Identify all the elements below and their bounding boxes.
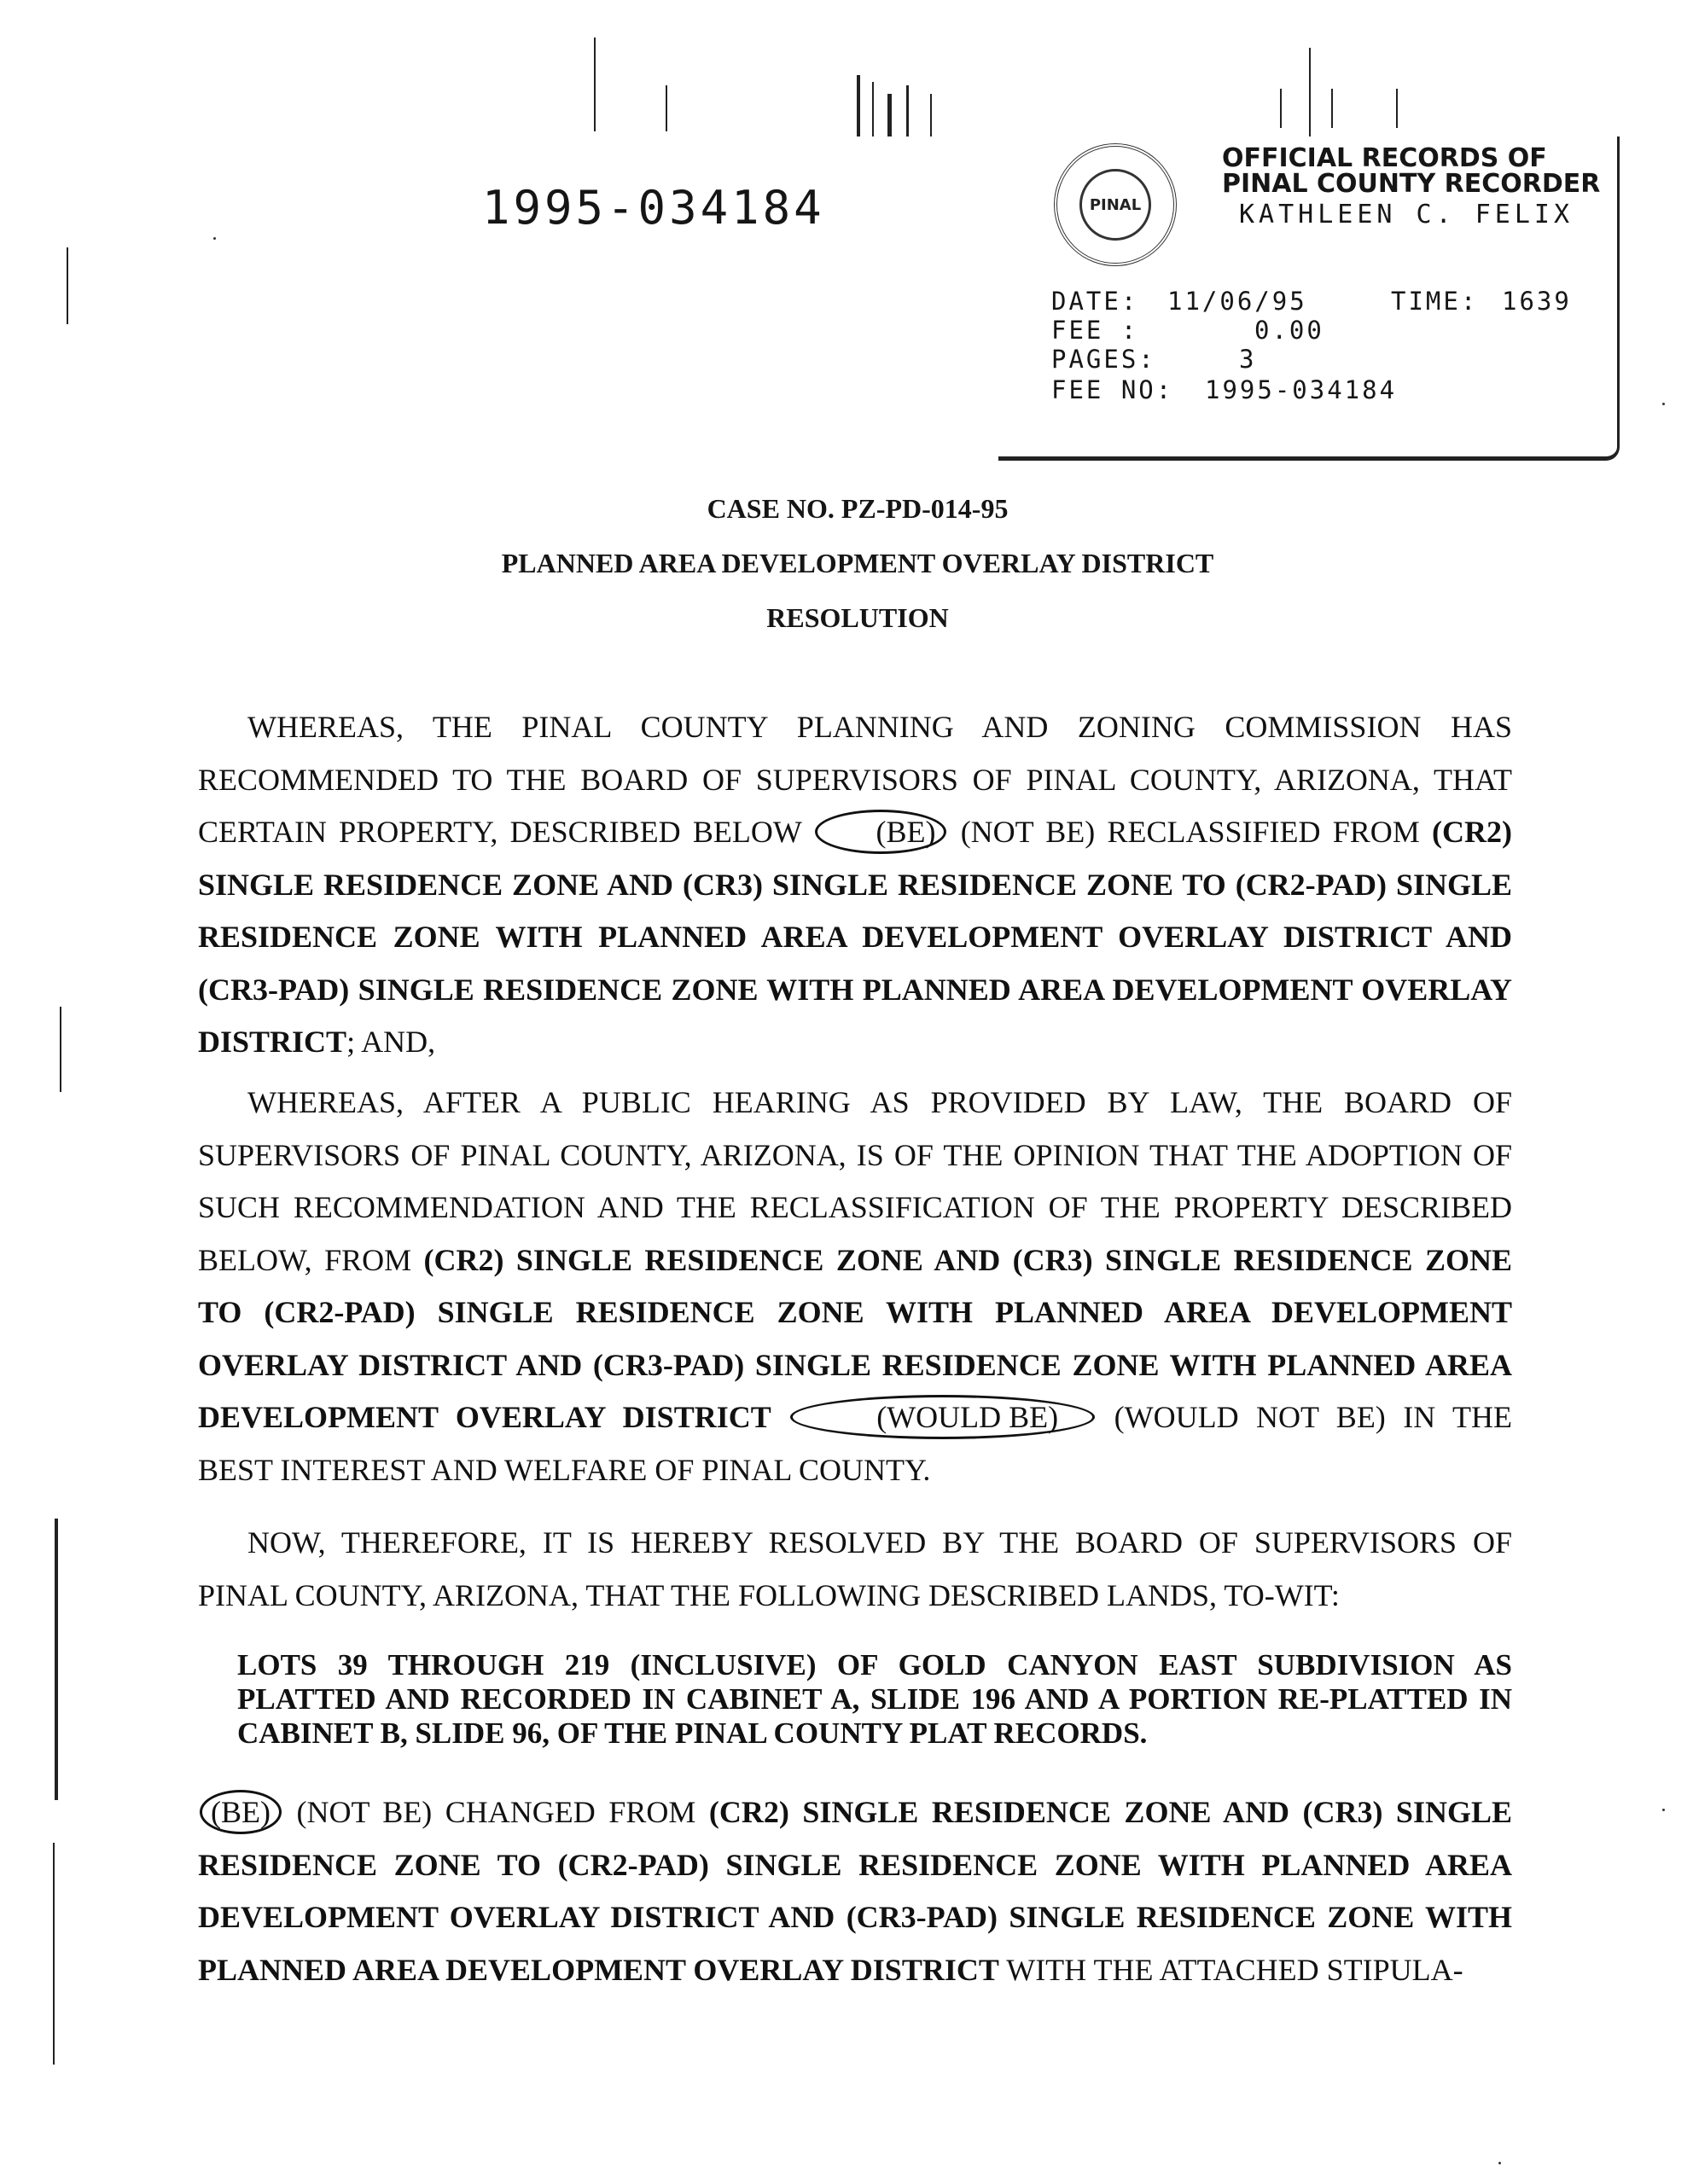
- p1-end: ; AND,: [346, 1025, 436, 1059]
- stamp-fee-value: 0.00: [1254, 316, 1324, 345]
- p4-circled-choice: (BE): [200, 1790, 282, 1834]
- stamp-time-label: TIME:: [1391, 287, 1479, 316]
- p2-after: (WOULD NOT BE) IN THE BEST INTEREST AND WELFARE OF PINAL COUNTY.: [198, 1400, 1513, 1487]
- p2-zoning-bold: (CR2) SINGLE RESIDENCE ZONE AND (CR3) SINGLE RESIDENCE ZONE TO (CR2-PAD) SINGLE RESIDENCE ZONE WITH PLANNED AREA DEVELOPMENT OVERLAY DISTRICT AND (CR3-PAD) SINGLE RESIDENCE ZONE WITH PLANNED AREA DEVELOPMENT OVERLAY DISTRICT: [198, 1242, 1512, 1434]
- stamp-date-label: DATE:: [1051, 287, 1139, 316]
- case-number: CASE NO. PZ-PD-014-95: [707, 493, 1009, 524]
- p4-end: WITH THE ATTACHED STIPULA-: [1006, 1952, 1463, 1987]
- whereas-paragraph-2: [198, 1077, 1512, 1496]
- p1-after: (NOT BE) RECLASSIFIED FROM: [960, 815, 1420, 849]
- p2-circled-choice: (WOULD BE): [790, 1395, 1095, 1439]
- document-title: PLANNED AREA DEVELOPMENT OVERLAY DISTRICT: [501, 548, 1214, 578]
- p2-lead: WHEREAS, AFTER A PUBLIC HEARING AS PROVIDED BY LAW, THE BOARD OF SUPERVISORS OF PINAL COUNTY, ARIZONA, IS OF THE OPINION THAT THE ADOPTION OF SUCH RECOMMENDATION AND THE RECLASSIFICATION OF THE PROPERTY DESCRIBED BELOW, FROM: [198, 1085, 1512, 1277]
- stamp-fee-no-label: FEE NO:: [1051, 375, 1174, 404]
- change-paragraph: [198, 1786, 1512, 1996]
- stamp-pages-value: 3: [1239, 345, 1257, 374]
- document-subtitle: RESOLUTION: [766, 602, 949, 633]
- stamp-time-value: 1639: [1502, 287, 1572, 316]
- county-seal-center: PINAL: [1079, 169, 1151, 241]
- p1-zoning-bold: (CR2) SINGLE RESIDENCE ZONE AND (CR3) SINGLE RESIDENCE ZONE TO (CR2-PAD) SINGLE RESIDENCE ZONE WITH PLANNED AREA DEVELOPMENT OVERLAY DISTRICT AND (CR3-PAD) SINGLE RESIDENCE ZONE WITH PLANNED AREA DEVELOPMENT OVERLAY DISTRICT: [198, 815, 1512, 1059]
- p1-lead: WHEREAS, THE PINAL COUNTY PLANNING AND ZONING COMMISSION HAS RECOMMENDED TO THE BOARD OF SUPERVISORS OF PINAL COUNTY, ARIZONA, THAT CERTAIN PROPERTY, DESCRIBED BELOW: [198, 710, 1512, 849]
- p1-circled-choice: (BE): [815, 810, 946, 854]
- stamp-pages-label: PAGES:: [1051, 345, 1156, 374]
- county-seal-icon: [1054, 143, 1177, 266]
- recorder-line-2: PINAL COUNTY RECORDER: [1222, 169, 1601, 199]
- whereas-paragraph-1: [198, 701, 1512, 1069]
- recorder-name: KATHLEEN C. FELIX: [1239, 200, 1574, 229]
- legal-description: LOTS 39 THROUGH 219 (INCLUSIVE) OF GOLD CANYON EAST SUBDIVISION AS PLATTED AND RECORDED IN CABINET A, SLIDE 196 AND A PORTION RE-PLATTED IN CABINET B, SLIDE 96, OF THE PINAL COUNTY PLAT RECORDS.: [237, 1648, 1512, 1750]
- resolution-paragraph: NOW, THEREFORE, IT IS HEREBY RESOLVED BY THE BOARD OF SUPERVISORS OF PINAL COUNTY, ARIZONA, THAT THE FOLLOWING DESCRIBED LANDS, TO-WIT:: [198, 1525, 1512, 1612]
- recorder-line-1: OFFICIAL RECORDS OF: [1222, 143, 1547, 173]
- stamp-fee-label: FEE :: [1051, 316, 1139, 345]
- p4-zoning-bold: (CR2) SINGLE RESIDENCE ZONE AND (CR3) SINGLE RESIDENCE ZONE TO (CR2-PAD) SINGLE RESIDENCE ZONE WITH PLANNED AREA DEVELOPMENT OVERLAY DISTRICT AND (CR3-PAD) SINGLE RESIDENCE ZONE WITH PLANNED AREA DEVELOPMENT OVERLAY DISTRICT: [198, 1795, 1512, 1987]
- p4-lead: (NOT BE) CHANGED FROM: [296, 1795, 696, 1829]
- stamp-fee-no-value: 1995-034184: [1205, 375, 1398, 404]
- stamp-date-value: 11/06/95: [1167, 287, 1307, 316]
- document-number: 1995-034184: [482, 181, 825, 235]
